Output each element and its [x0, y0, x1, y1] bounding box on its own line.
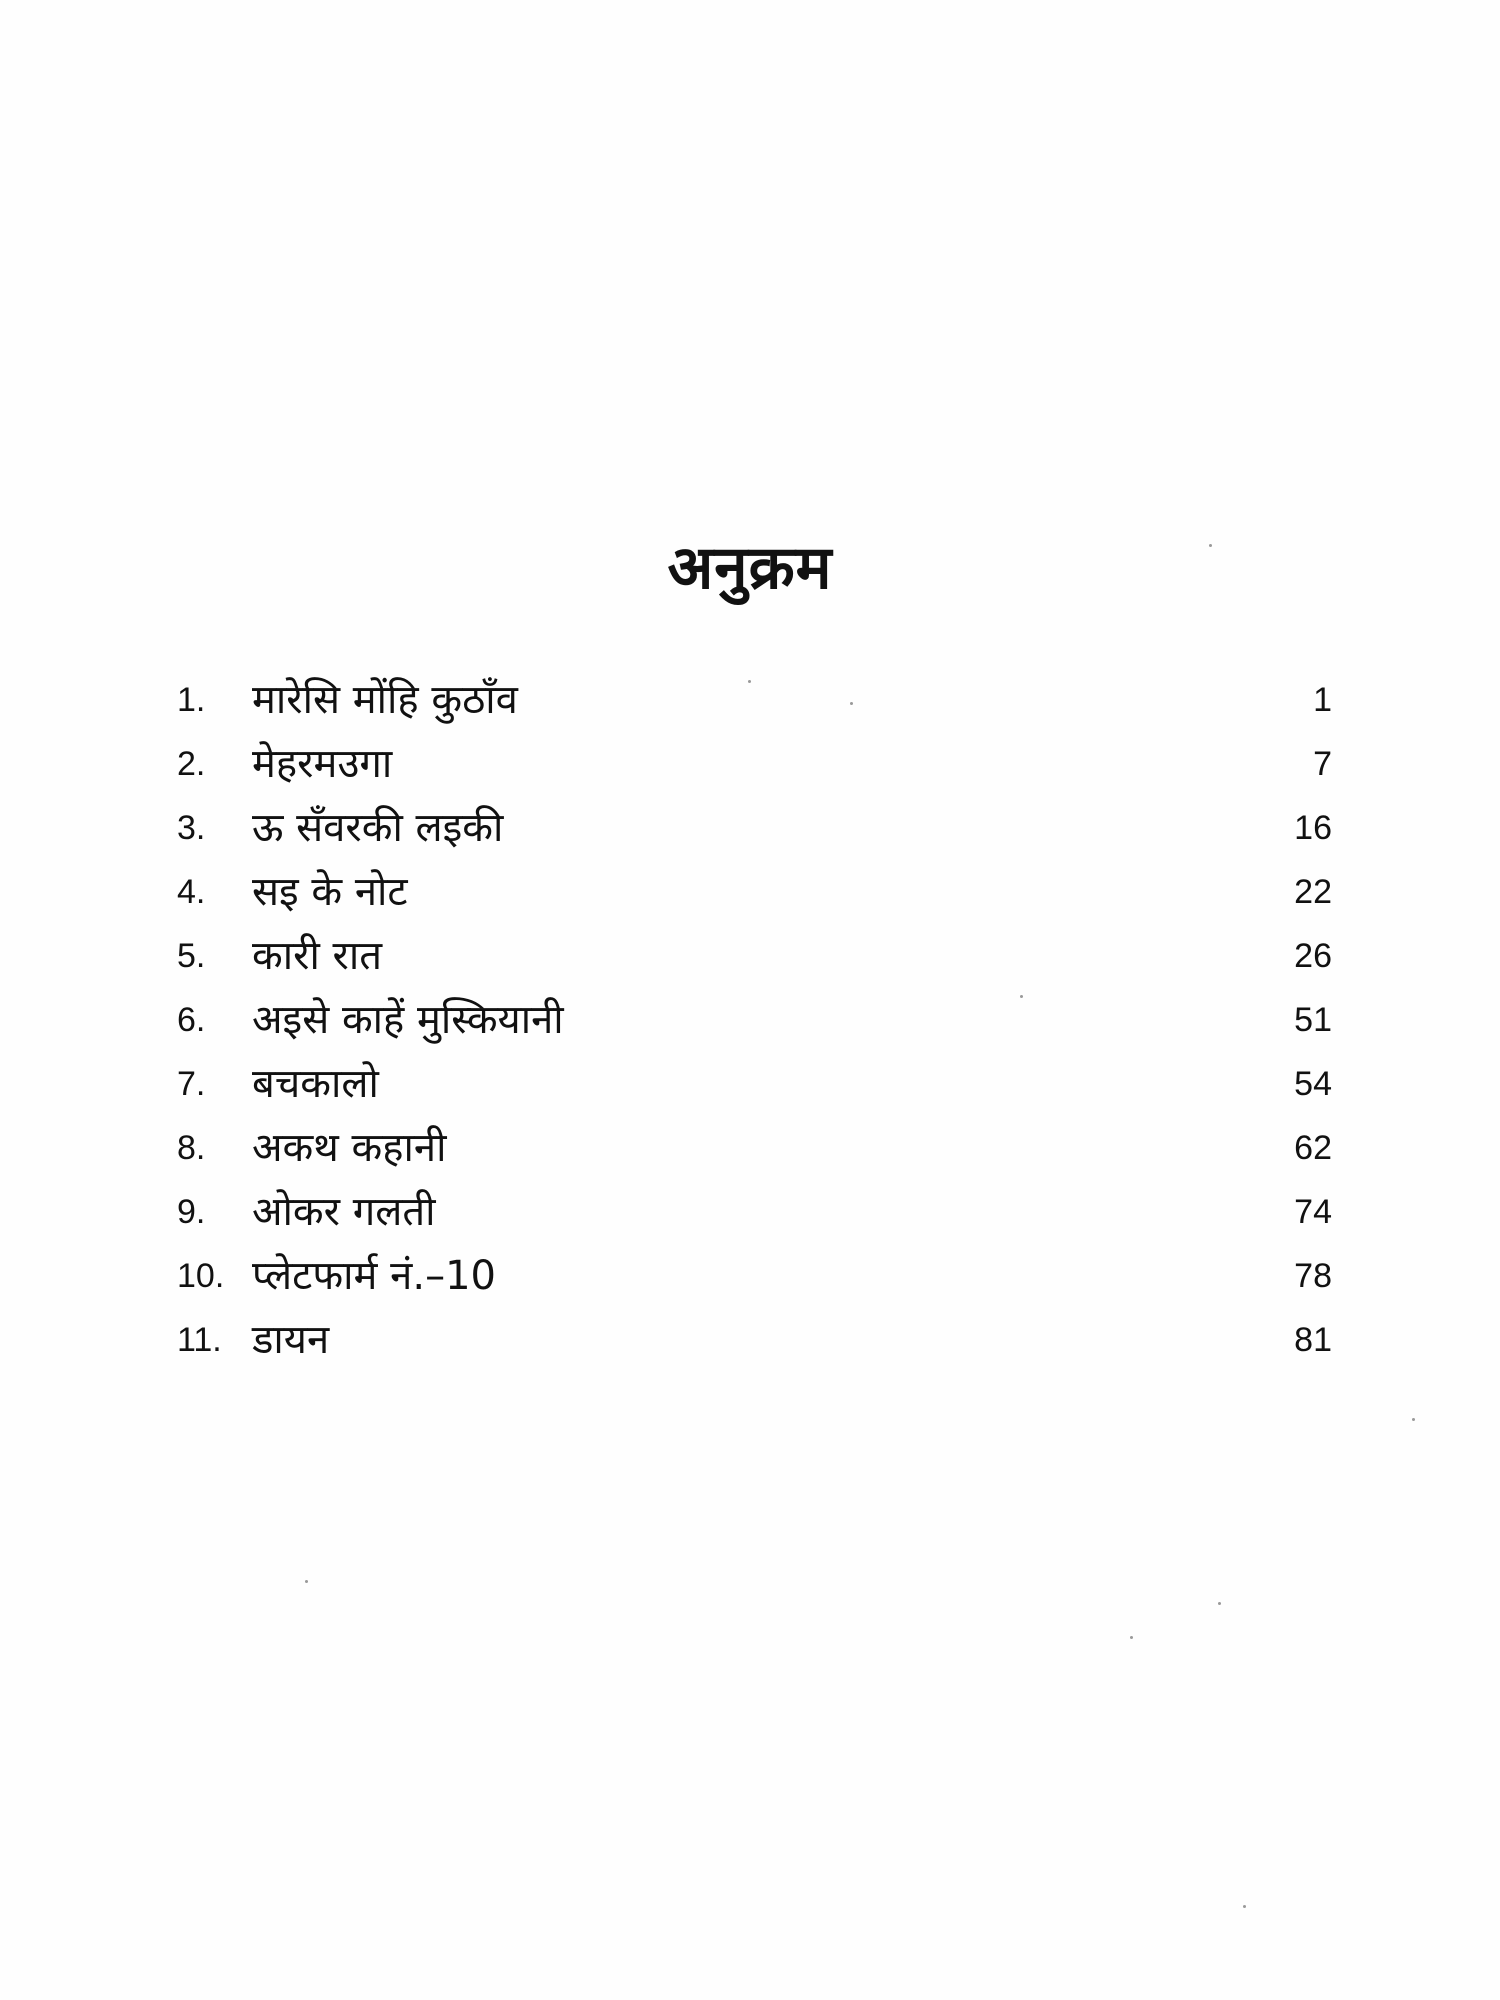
toc-entry [177, 796, 1332, 860]
entry-title: डायन [252, 1317, 330, 1363]
entry-page-number: 16 [1294, 809, 1332, 847]
scan-speck [748, 680, 751, 683]
scan-speck [1020, 995, 1023, 998]
entry-number: 6. [177, 1001, 206, 1039]
scan-speck [1243, 1905, 1246, 1908]
entry-title: बचकालो [252, 1061, 379, 1107]
entry-page-number: 1 [1313, 681, 1332, 719]
toc-entry [177, 1052, 1332, 1116]
entry-title: ऊ सँवरकी लइकी [252, 805, 504, 851]
entry-title: कारी रात [252, 933, 383, 979]
scan-speck [1209, 544, 1212, 547]
entry-number: 1. [177, 681, 206, 719]
entry-number: 9. [177, 1193, 206, 1231]
entry-number: 5. [177, 937, 206, 975]
scan-speck [850, 702, 853, 705]
toc-entry [177, 1116, 1332, 1180]
entry-page-number: 7 [1313, 745, 1332, 783]
entry-title: मेहरमउगा [252, 741, 393, 787]
entry-number: 11. [177, 1321, 222, 1359]
toc-entry [177, 924, 1332, 988]
scan-speck [1412, 1418, 1415, 1421]
toc-entry [177, 1180, 1332, 1244]
entry-title: प्लेटफार्म नं.–10 [252, 1253, 496, 1299]
page-title: अनुक्रम [667, 533, 833, 603]
entry-page-number: 22 [1294, 873, 1332, 911]
scan-speck [305, 1580, 308, 1583]
toc-entry [177, 1308, 1332, 1372]
scan-speck [1218, 1602, 1221, 1605]
entry-page-number: 62 [1294, 1129, 1332, 1167]
scan-speck [1130, 1636, 1133, 1639]
entry-title: मारेसि मोंहि कुठाँव [252, 677, 518, 723]
entry-number: 7. [177, 1065, 206, 1103]
toc-entry [177, 668, 1332, 732]
entry-page-number: 81 [1294, 1321, 1332, 1359]
entry-number: 10. [177, 1257, 225, 1295]
entry-number: 3. [177, 809, 206, 847]
entry-title: अइसे काहें मुस्कियानी [252, 997, 564, 1043]
entry-title: अकथ कहानी [252, 1125, 447, 1171]
entry-page-number: 51 [1294, 1001, 1332, 1039]
entry-number: 2. [177, 745, 206, 783]
toc-entry [177, 732, 1332, 796]
toc-entry [177, 1244, 1332, 1308]
toc-entry [177, 988, 1332, 1052]
entry-number: 4. [177, 873, 206, 911]
toc-entry [177, 860, 1332, 924]
entry-page-number: 26 [1294, 937, 1332, 975]
entry-number: 8. [177, 1129, 206, 1167]
entry-page-number: 54 [1294, 1065, 1332, 1103]
entry-title: ओकर गलती [252, 1189, 436, 1235]
entry-title: सइ के नोट [252, 869, 408, 915]
entry-page-number: 74 [1294, 1193, 1332, 1231]
entry-page-number: 78 [1294, 1257, 1332, 1295]
table-of-contents [177, 668, 1332, 1372]
